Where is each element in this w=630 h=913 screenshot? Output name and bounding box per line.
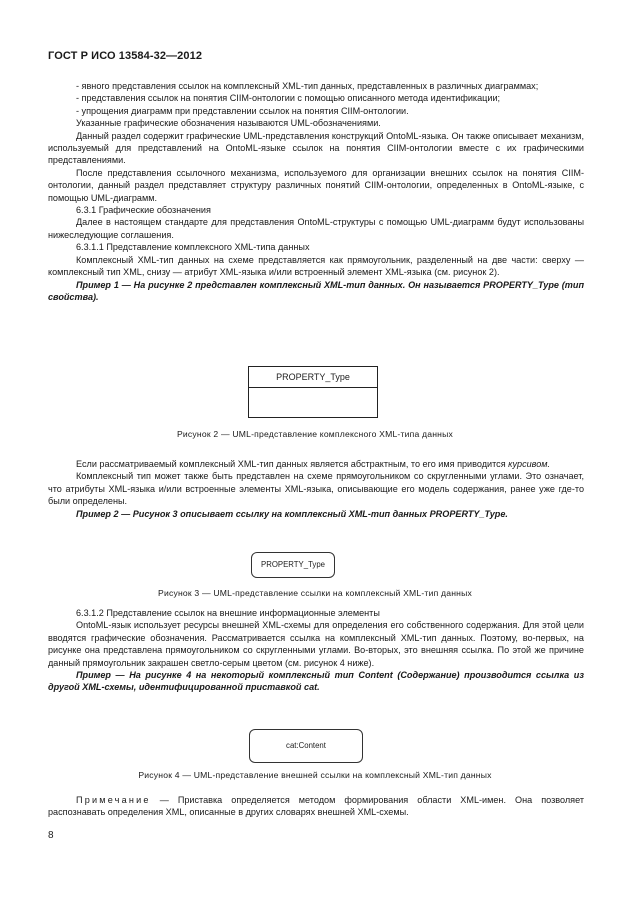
paragraph: - представления ссылок на понятия CIIM-онтологии с помощью описанного метода идентификации; <box>76 93 501 104</box>
body-text <box>48 80 584 303</box>
paragraph: После представления ссылочного механизма, используемого для организации внешних ссылок на понятия CIIM-онтологии, данный раздел представляет структуру различных понятий CIIM-онтологии, определенных в OntoML-языке, с помощью UML-диаграмм. <box>48 167 584 203</box>
figure-2-box <box>248 366 378 418</box>
page-header: ГОСТ Р ИСО 13584-32—2012 <box>48 50 203 62</box>
paragraph <box>48 458 584 470</box>
example-2: Пример 2 — Рисунок 3 описывает ссылку на комплексный XML-тип данных PROPERTY_Type. <box>76 508 508 519</box>
section-heading: 6.3.1.2 Представление ссылок на внешние информационные элементы <box>76 608 380 618</box>
figure-4-rounded-box: cat:Content <box>249 729 363 763</box>
paragraph: Указанные графические обозначения называются UML-обозначениями. <box>76 118 381 129</box>
body-text-2 <box>48 458 584 520</box>
body-text-3 <box>48 607 584 694</box>
section-heading: 6.3.1.1 Представление комплексного XML-типа данных <box>76 242 310 253</box>
note-text: — Приставка определяется методом формирования области XML-имен. Она позволяет распознавать определения XML, описанные в других словарях внешней XML-схемы. <box>48 795 584 818</box>
note <box>48 794 584 819</box>
figure-3-caption: Рисунок 3 — UML-представление ссылки на комплексный XML-тип данных <box>158 588 472 598</box>
italic-word: курсивом. <box>508 459 551 469</box>
paragraph: OntoML-язык использует ресурсы внешней XML-схемы для определения его собственного содержания. Для этой цели вводятся графические обозначения. Рассматривается ссылка на комплексный XML-тип данных. Поэтому, во-первых, на рисунке она представлена прямоугольником со скругленными углами. Во-вторых, это внешняя ссылка. По этой же причине данный прямоугольник закрашен светло-серым цветом (см. рисунок 4 ниже). <box>48 620 584 668</box>
figure-3-rounded-box: PROPERTY_Type <box>251 552 335 578</box>
paragraph: Данный раздел содержит графические UML-представления конструкций OntoML-языка. Он также описывает механизм, используемый для представлений на OntoML-языке ссылок на понятия CIIM-онтологии вместе с их графическими представлениями. <box>48 130 584 166</box>
note-label: Примечание <box>76 795 151 805</box>
paragraph-text: Если рассматриваемый комплексный XML-тип данных является абстрактным, то его имя приводится <box>76 459 506 469</box>
figure-4-caption: Рисунок 4 — UML-представление внешней ссылки на комплексный XML-тип данных <box>138 770 492 780</box>
example-3: Пример — На рисунке 4 на некоторый комплексный тип Content (Содержание) производится ссылка из другой XML-схемы, идентифицированной приставкой cat. <box>48 670 584 693</box>
paragraph: - явного представления ссылок на комплексный XML-тип данных, представленных в различных диаграммах; <box>76 81 539 91</box>
figure-2-caption: Рисунок 2 — UML-представление комплексного XML-типа данных <box>176 429 453 439</box>
page-number: 8 <box>48 830 54 841</box>
figure-2-box-label: PROPERTY_Type <box>249 367 377 388</box>
paragraph: Далее в настоящем стандарте для представления OntoML-структуры с помощью UML-диаграмм будут использованы нижеследующие соглашения. <box>48 217 584 240</box>
paragraph: Комплексный тип может также быть представлен на схеме прямоугольником со скругленными углами. Это означает, что атрибуты XML-языка и/или встроенные элементы XML-языка, описывающие его модель содержания, ранее уже где-то были определены. <box>48 471 584 507</box>
example-1: Пример 1 — На рисунке 2 представлен комплексный XML-тип данных. Он называется PROPERTY_Type (тип свойства). <box>48 279 584 302</box>
paragraph: - упрощения диаграмм при представлении ссылок на понятия CIIM-онтологии. <box>76 105 409 116</box>
paragraph: Комплексный XML-тип данных на схеме представляется как прямоугольник, разделенный на две части: сверху — комплексный тип XML, снизу — атрибут XML-языка и/или встроенный элемент XML-языка (см. рисунок 2). <box>48 254 584 278</box>
section-heading: 6.3.1 Графические обозначения <box>76 205 211 216</box>
